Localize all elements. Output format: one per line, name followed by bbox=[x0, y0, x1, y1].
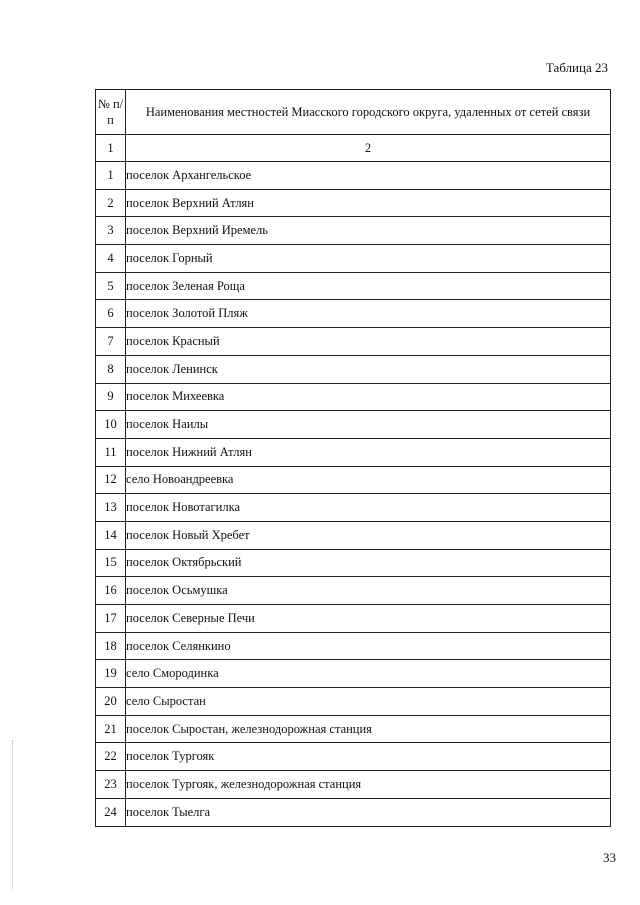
locality-name: поселок Сыростан, железнодорожная станция bbox=[126, 715, 611, 743]
locality-name: поселок Зеленая Роща bbox=[126, 272, 611, 300]
locality-name: село Новоандреевка bbox=[126, 466, 611, 494]
column-index-2: 2 bbox=[126, 135, 611, 162]
locality-name: поселок Октябрьский bbox=[126, 549, 611, 577]
row-number: 19 bbox=[96, 660, 126, 688]
table-row bbox=[96, 272, 611, 300]
locality-name: поселок Тыелга bbox=[126, 798, 611, 826]
row-number: 16 bbox=[96, 577, 126, 605]
locality-name: поселок Архангельское bbox=[126, 162, 611, 190]
table-row bbox=[96, 577, 611, 605]
row-number: 14 bbox=[96, 521, 126, 549]
row-number: 18 bbox=[96, 632, 126, 660]
locality-name: поселок Красный bbox=[126, 328, 611, 356]
row-number: 13 bbox=[96, 494, 126, 522]
locality-name: поселок Наилы bbox=[126, 411, 611, 439]
row-number: 23 bbox=[96, 771, 126, 799]
locality-name: поселок Селянкино bbox=[126, 632, 611, 660]
table-row bbox=[96, 632, 611, 660]
locality-name: поселок Ленинск bbox=[126, 355, 611, 383]
row-number: 7 bbox=[96, 328, 126, 356]
row-number: 22 bbox=[96, 743, 126, 771]
table-row bbox=[96, 189, 611, 217]
row-number: 3 bbox=[96, 217, 126, 245]
row-number: 21 bbox=[96, 715, 126, 743]
row-number: 1 bbox=[96, 162, 126, 190]
row-number: 17 bbox=[96, 605, 126, 633]
header-name: Наименования местностей Миасского городского округа, удаленных от сетей связи bbox=[126, 90, 611, 135]
table-caption: Таблица 23 bbox=[545, 60, 608, 75]
table-row bbox=[96, 466, 611, 494]
row-number: 9 bbox=[96, 383, 126, 411]
locality-name: поселок Тургояк, железнодорожная станция bbox=[126, 771, 611, 799]
row-number: 15 bbox=[96, 549, 126, 577]
locality-name: поселок Нижний Атлян bbox=[126, 438, 611, 466]
table-row bbox=[96, 300, 611, 328]
row-number: 4 bbox=[96, 245, 126, 273]
table-body bbox=[96, 135, 611, 827]
table-row bbox=[96, 688, 611, 716]
header-num: № п/п bbox=[96, 90, 126, 135]
row-number: 10 bbox=[96, 411, 126, 439]
table-row bbox=[96, 605, 611, 633]
table-row bbox=[96, 411, 611, 439]
locality-name: село Сыростан bbox=[126, 688, 611, 716]
table-row bbox=[96, 162, 611, 190]
table-row bbox=[96, 217, 611, 245]
localities-table bbox=[95, 89, 611, 827]
table-row bbox=[96, 328, 611, 356]
column-index-1: 1 bbox=[96, 135, 126, 162]
locality-name: село Смородинка bbox=[126, 660, 611, 688]
table-row bbox=[96, 715, 611, 743]
table-row bbox=[96, 743, 611, 771]
table-row bbox=[96, 521, 611, 549]
locality-name: поселок Верхний Атлян bbox=[126, 189, 611, 217]
table-row bbox=[96, 798, 611, 826]
row-number: 12 bbox=[96, 466, 126, 494]
row-number: 11 bbox=[96, 438, 126, 466]
table-row bbox=[96, 245, 611, 273]
row-number: 24 bbox=[96, 798, 126, 826]
locality-name: поселок Михеевка bbox=[126, 383, 611, 411]
table-row bbox=[96, 549, 611, 577]
locality-name: поселок Горный bbox=[126, 245, 611, 273]
locality-name: поселок Тургояк bbox=[126, 743, 611, 771]
table-row bbox=[96, 771, 611, 799]
page-number: 33 bbox=[603, 850, 616, 865]
locality-name: поселок Новотагилка bbox=[126, 494, 611, 522]
locality-name: поселок Новый Хребет bbox=[126, 521, 611, 549]
table-row bbox=[96, 383, 611, 411]
row-number: 5 bbox=[96, 272, 126, 300]
scan-artifact bbox=[12, 740, 17, 890]
locality-name: поселок Осьмушка bbox=[126, 577, 611, 605]
table-row bbox=[96, 438, 611, 466]
row-number: 8 bbox=[96, 355, 126, 383]
table-header-row bbox=[96, 90, 611, 135]
table-row bbox=[96, 494, 611, 522]
row-number: 2 bbox=[96, 189, 126, 217]
table-row bbox=[96, 355, 611, 383]
locality-name: поселок Золотой Пляж bbox=[126, 300, 611, 328]
table-row bbox=[96, 660, 611, 688]
row-number: 20 bbox=[96, 688, 126, 716]
locality-name: поселок Верхний Иремель bbox=[126, 217, 611, 245]
row-number: 6 bbox=[96, 300, 126, 328]
column-index-row bbox=[96, 135, 611, 162]
locality-name: поселок Северные Печи bbox=[126, 605, 611, 633]
